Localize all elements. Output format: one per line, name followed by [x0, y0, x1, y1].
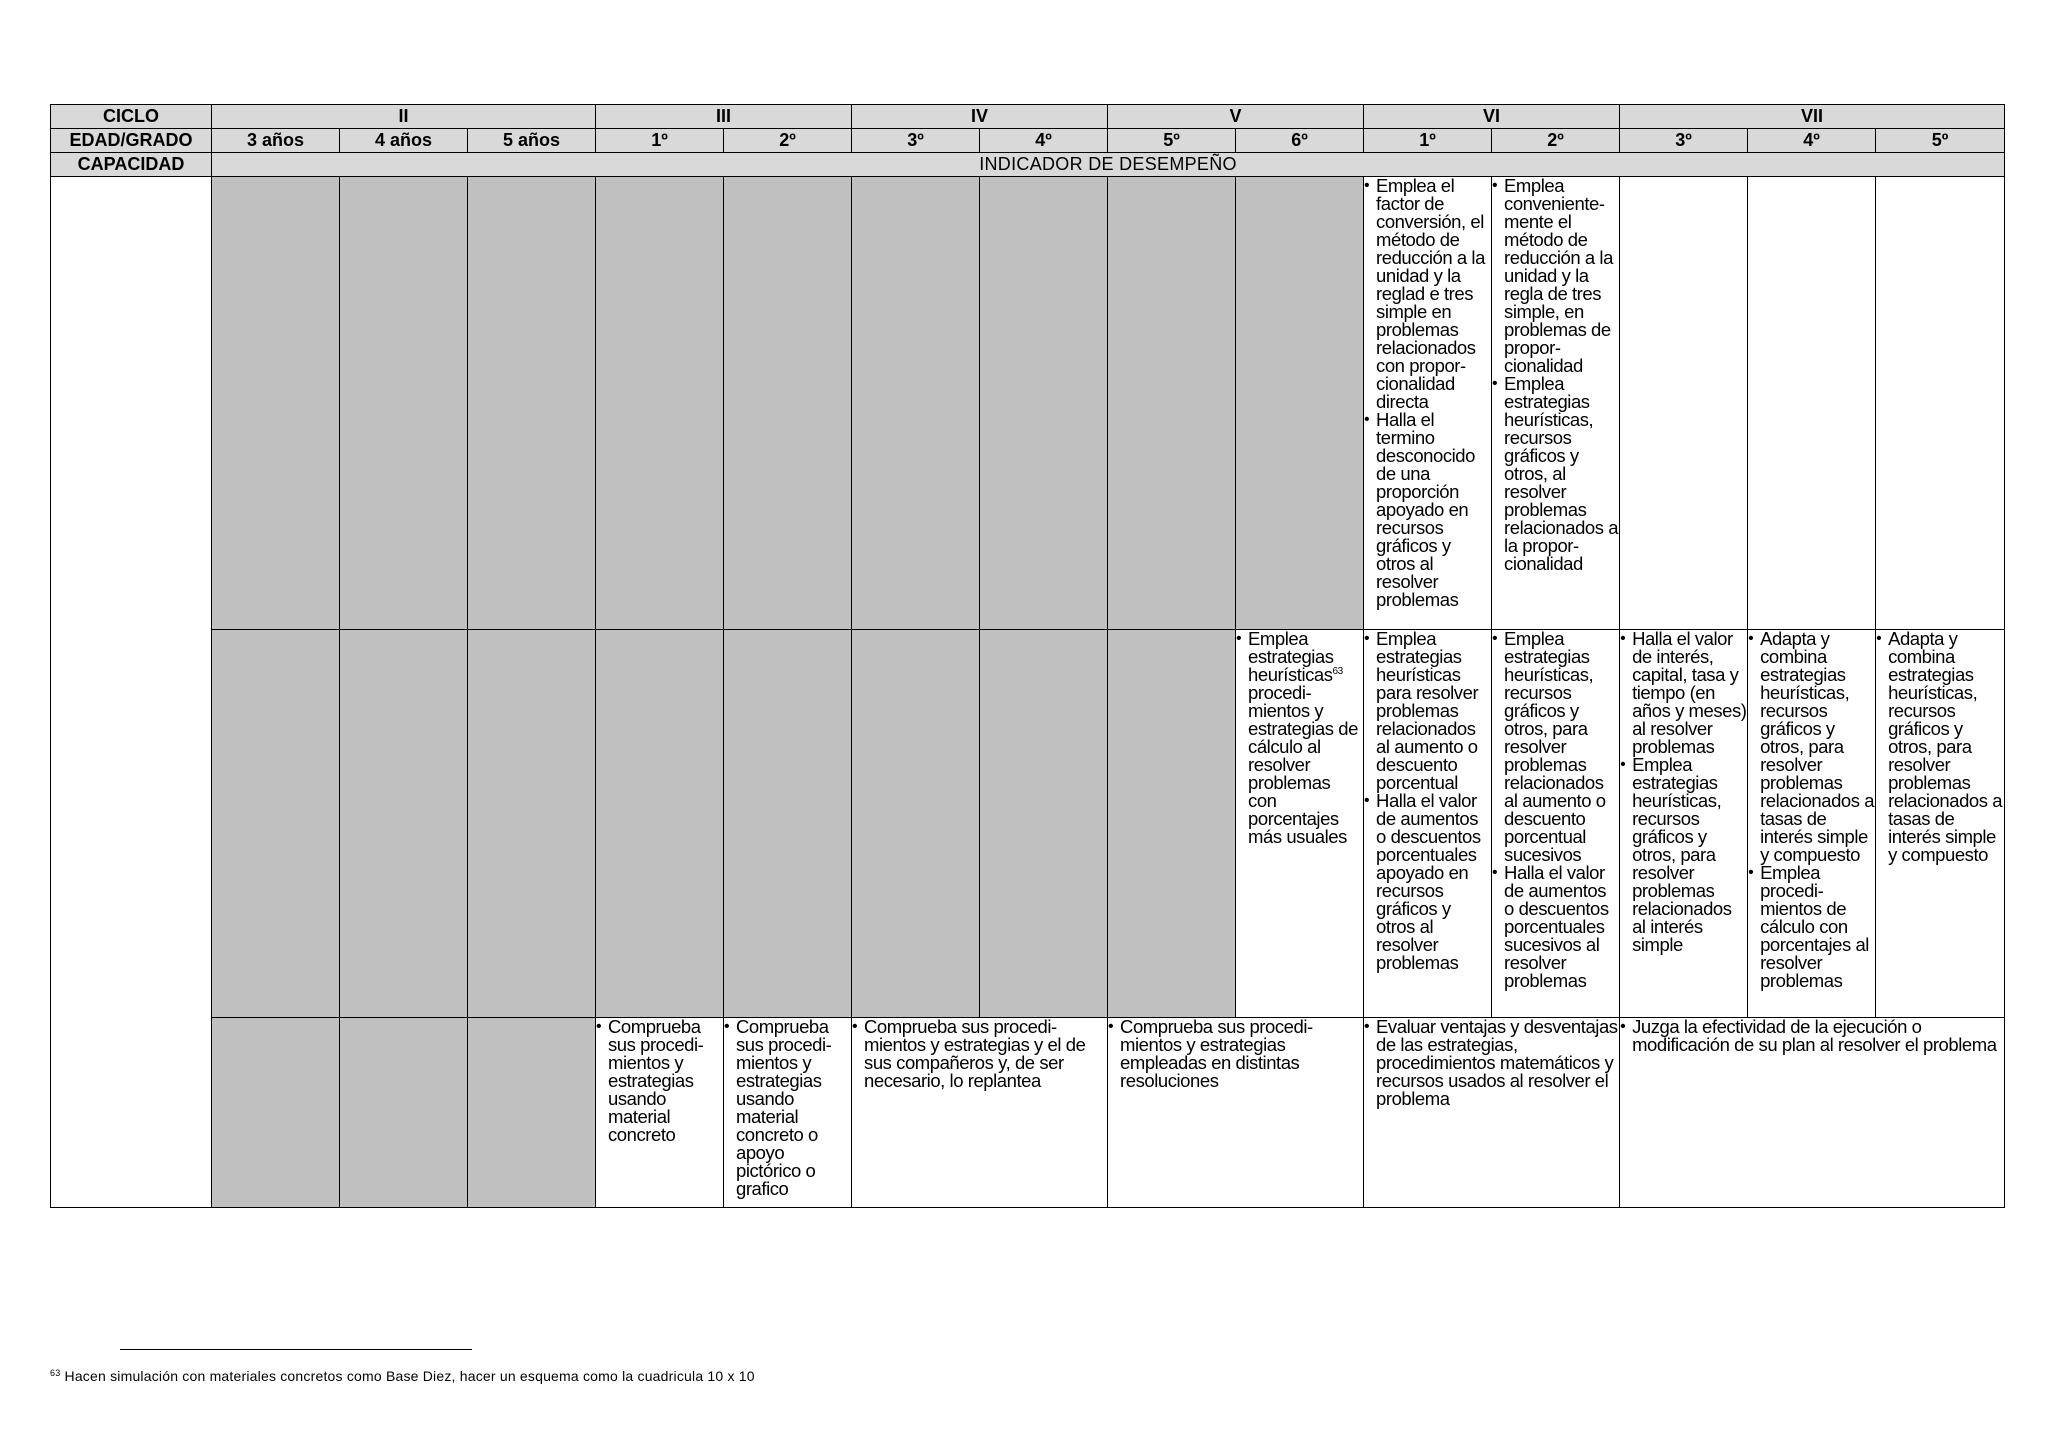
grade-secundaria-3: 3º: [1620, 129, 1748, 153]
list-item: • Emplea estrategias heurísticas, recursos gráficos y otros, para resolver problemas relacionados al interés simple: [1620, 756, 1747, 954]
list-item: • Halla el termino desconocido de una proporción apoyado en recursos gráficos y otros al resolver problemas: [1364, 411, 1491, 609]
empty-cell: [468, 177, 596, 630]
list-item: • Emplea estrategias heurísticas para resolver problemas relacionados al aumento o descuento porcentual: [1364, 630, 1491, 792]
edad-grado-label: EDAD/GRADO: [51, 129, 212, 153]
indicador-desempeno-label: INDICADOR DE DESEMPEÑO: [212, 153, 2005, 177]
cycle-iv: IV: [852, 105, 1108, 129]
list-item: • Emplea procedi-mientos de cálculo con porcentajes al resolver problemas: [1748, 864, 1875, 990]
empty-cell: [340, 630, 468, 1018]
empty-cell: [212, 1018, 340, 1208]
list-item: • Juzga la efectividad de la ejecución o modificación de su plan al resolver el problema: [1620, 1018, 2004, 1054]
grade-4-anos: 4 años: [340, 129, 468, 153]
cycle-vii: VII: [1620, 105, 2005, 129]
list-item: • Adapta y combina estrategias heurísticas, recursos gráficos y otros, para resolver problemas relacionados a tasas de interés simple y compuesto: [1748, 630, 1875, 864]
indicator-cell-vii-4: [1748, 630, 1876, 1018]
empty-cell: [212, 177, 340, 630]
list-item: • Emplea estrategias heurísticas, recursos gráficos y otros, para resolver problemas relacionados al aumento o descuento porcentual sucesivos: [1492, 630, 1619, 864]
footnote-text: Hacen simulación con materiales concretos como Base Diez, hacer un esquema como la cuadricula 10 x 10: [64, 1368, 755, 1384]
empty-cell: [596, 630, 724, 1018]
list-item: • Halla el valor de aumentos o descuentos porcentuales apoyado en recursos gráficos y otros al resolver problemas: [1364, 792, 1491, 972]
indicator-cell-vi-2: [1492, 177, 1620, 630]
list-item: • Adapta y combina estrategias heurísticas, recursos gráficos y otros, para resolver problemas relacionados a tasas de interés simple y compuesto: [1876, 630, 2004, 864]
grade-primaria-5: 5º: [1108, 129, 1236, 153]
empty-cell: [1108, 630, 1236, 1018]
grade-secundaria-1: 1º: [1364, 129, 1492, 153]
empty-cell: [340, 177, 468, 630]
indicator-cell-iii-2: [724, 1018, 852, 1208]
indicator-cell-vi-1: [1364, 630, 1492, 1018]
list-item: • Halla el valor de aumentos o descuentos porcentuales sucesivos al resolver problemas: [1492, 864, 1619, 990]
list-item: • Comprueba sus procedi-mientos y estrategias y el de sus compañeros y, de ser necesario, lo replantea: [852, 1018, 1107, 1090]
empty-cell: [852, 177, 980, 630]
grade-primaria-6: 6º: [1236, 129, 1364, 153]
cycle-v: V: [1108, 105, 1364, 129]
indicator-cell-v-6: [1236, 630, 1364, 1018]
cycle-vi: VI: [1364, 105, 1620, 129]
indicator-cell-iii-1: [596, 1018, 724, 1208]
grade-3-anos: 3 años: [212, 129, 340, 153]
empty-cell: [1620, 177, 1748, 630]
indicator-cell-vii-3: [1620, 630, 1748, 1018]
footnote-separator: [120, 1349, 472, 1350]
cycle-iii: III: [596, 105, 852, 129]
grade-secundaria-5: 5º: [1876, 129, 2005, 153]
list-item: • Emplea estrategias heurísticas, recursos gráficos y otros, al resolver problemas relacionados a la propor-cionalidad: [1492, 375, 1619, 573]
grade-primaria-1: 1º: [596, 129, 724, 153]
indicator-text: procedi-mientos y estrategias de cálculo al resolver problemas con porcentajes más usuales: [1248, 682, 1358, 847]
list-item: • Comprueba sus procedi-mientos y estrategias usando material concreto o apoyo pictórico o grafico: [724, 1018, 851, 1198]
indicator-cell-v: [1108, 1018, 1364, 1208]
grade-primaria-2: 2º: [724, 129, 852, 153]
cycle-header-row: [51, 105, 2005, 129]
indicator-text: Emplea estrategias heurísticas: [1248, 628, 1334, 685]
table-row: [51, 1018, 2005, 1208]
ciclo-label: CICLO: [51, 105, 212, 129]
empty-cell: [724, 630, 852, 1018]
table-row: [51, 177, 2005, 630]
capacidad-cell: [51, 177, 212, 1208]
list-item: • Emplea el factor de conversión, el método de reducción a la unidad y la reglad e tres simple en problemas relacionados con propor-cionalidad directa: [1364, 177, 1491, 411]
grade-5-anos: 5 años: [468, 129, 596, 153]
empty-cell: [980, 630, 1108, 1018]
empty-cell: [1876, 177, 2005, 630]
empty-cell: [852, 630, 980, 1018]
list-item: • Evaluar ventajas y desventajas de las estrategias, procedimientos matemáticos y recursos usados al resolver el problema: [1364, 1018, 1619, 1108]
footnote-ref: 63: [1332, 665, 1343, 677]
empty-cell: [1236, 177, 1364, 630]
grade-primaria-4: 4º: [980, 129, 1108, 153]
footnote: [50, 1368, 755, 1384]
indicator-cell-iv: [852, 1018, 1108, 1208]
capacidad-label: CAPACIDAD: [51, 153, 212, 177]
list-item: • Emplea conveniente-mente el método de reducción a la unidad y la regla de tres simple, en problemas de propor-cionalidad: [1492, 177, 1619, 375]
indicator-cell-vi: [1364, 1018, 1620, 1208]
grade-secundaria-2: 2º: [1492, 129, 1620, 153]
list-item: [1236, 630, 1363, 846]
grade-secundaria-4: 4º: [1748, 129, 1876, 153]
footnote-number: 63: [50, 1368, 61, 1378]
empty-cell: [596, 177, 724, 630]
empty-cell: [1748, 177, 1876, 630]
capacidad-header-row: [51, 153, 2005, 177]
grade-primaria-3: 3º: [852, 129, 980, 153]
indicator-cell-vi-1: [1364, 177, 1492, 630]
indicator-cell-vii-5: [1876, 630, 2005, 1018]
cycle-ii: II: [212, 105, 596, 129]
list-item: • Comprueba sus procedi-mientos y estrategias usando material concreto: [596, 1018, 723, 1144]
indicator-cell-vi-2: [1492, 630, 1620, 1018]
indicator-cell-vii: [1620, 1018, 2005, 1208]
empty-cell: [468, 1018, 596, 1208]
empty-cell: [468, 630, 596, 1018]
list-item: • Comprueba sus procedi-mientos y estrategias empleadas en distintas resoluciones: [1108, 1018, 1363, 1090]
performance-indicator-table: [50, 104, 2005, 1208]
empty-cell: [340, 1018, 468, 1208]
empty-cell: [980, 177, 1108, 630]
empty-cell: [724, 177, 852, 630]
list-item: • Halla el valor de interés, capital, tasa y tiempo (en años y meses) al resolver problemas: [1620, 630, 1747, 756]
empty-cell: [212, 630, 340, 1018]
empty-cell: [1108, 177, 1236, 630]
table-row: [51, 630, 2005, 1018]
grade-header-row: [51, 129, 2005, 153]
